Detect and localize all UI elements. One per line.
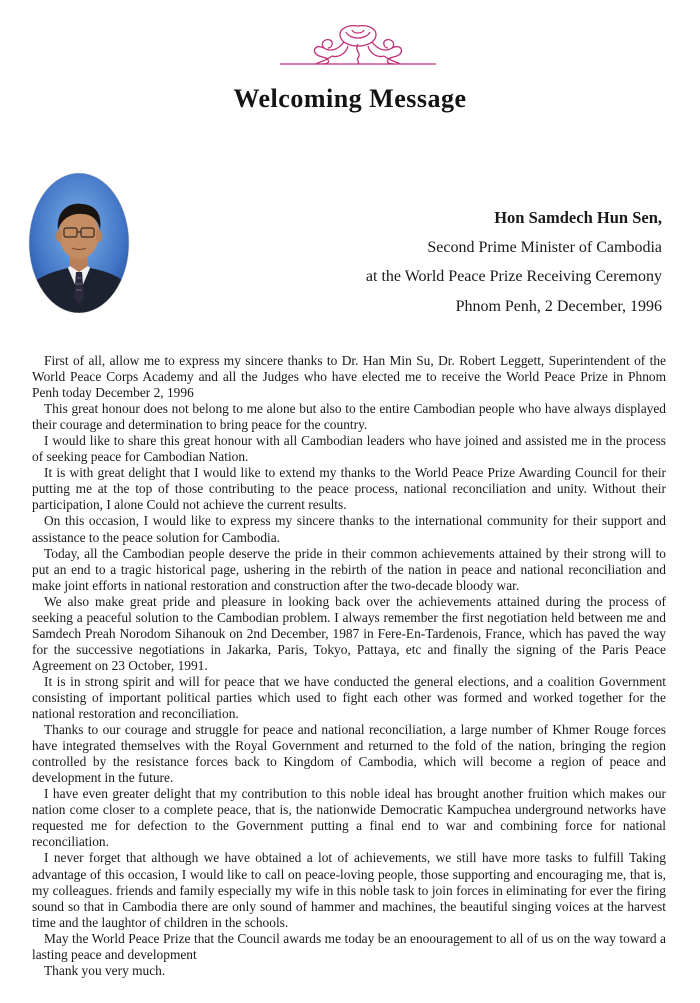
occasion: at the World Peace Prize Receiving Ceremony (365, 268, 662, 285)
place-date: Phnom Penh, 2 December, 1996 (455, 297, 662, 315)
author-position: Second Prime Minister of Cambodia (427, 238, 662, 256)
page-title: Welcoming Message (233, 84, 467, 113)
paragraph: I never forget that although we have obtained a lot of achievements, we still have more tasks to fulfill Taking advantage of this occasion, I would like to call on peace-loving people, those supporting and encouraging me, that is, my colleagues. friends and family especially my wife in this noble task to join forces in eliminating for ever the firing sound so that in Cambodia there are only sound of hammer and machines, the beautiful singing voices at the harvest time and the laughtor of children in the schools. (32, 850, 666, 930)
paragraph: May the World Peace Prize that the Council awards me today be an enoouragement to all of us on the way toward a lasting peace and development (32, 930, 666, 962)
paragraph: On this occasion, I would like to express my sincere thanks to the international community for their support and assistance to the peace solution for Cambodia. (32, 513, 666, 545)
decorative-flourish-icon (258, 20, 458, 70)
portrait-photo (28, 172, 130, 314)
paragraph: I would like to share this great honour with all Cambodian leaders who have joined and assisted me in the process of seeking peace for Cambodian Nation. (32, 433, 666, 465)
paragraph: Thank you very much. (44, 962, 166, 978)
message-body (32, 353, 666, 979)
paragraph: It is in strong spirit and will for peace that we have conducted the general elections, and a coalition Government consisting of important political parties which used to fight each other was formed and worked together for the national restoration and reconciliation. (32, 673, 666, 722)
paragraph: I have even greater delight that my contribution to this noble ideal has brought another fruition which makes our nation come closer to a complete peace, that is, the nationwide Democratic Kampuchea underground networks have requested me for defection to the Government putting a final end to war and combining force for national reconciliation. (32, 786, 666, 850)
paragraph: We also make great pride and pleasure in looking back over the achievements attained during the process of seeking a peaceful solution to the Cambodian problem. I always remember the first negotiation held between me and Samdech Preah Norodom Sihanouk on 2nd December, 1987 in Fere-En-Tardenois, France, which has paved the way for the successive negotiations in Jakarka, Paris, Tokyo, Pattaya, etc and finally the signing of the Paris Peace Agreement on 23 October, 1991. (32, 593, 666, 673)
author-name: Hon Samdech Hun Sen, (494, 208, 662, 227)
paragraph: This great honour does not belong to me alone but also to the entire Cambodian people who have always displayed their courage and determination to bring peace for the country. (32, 401, 666, 433)
paragraph: It is with great delight that I would like to extend my thanks to the World Peace Prize Awarding Council for their putting me at the top of those contributing to the peace process, national reconciliation and unity. Without their participation, I alone Could not achieve the current results. (32, 465, 666, 513)
paragraph: First of all, allow me to express my sincere thanks to Dr. Han Min Su, Dr. Robert Leggett, Superintendent of the World Peace Corps Academy and all the Judges who have elected me to receive the World Peace Prize in Phnom Penh today December 2, 1996 (32, 353, 666, 401)
paragraph: Today, all the Cambodian people deserve the pride in their common achievements attained by their strong will to put an end to a tragic historical page, ushering in the rebirth of the nation in peace and national reconciliation and make joint efforts in national restoration and construction after the two-decade bloody war. (32, 545, 666, 593)
byline (366, 203, 662, 321)
paragraph: Thanks to our courage and struggle for peace and national reconciliation, a large number of Khmer Rouge forces have integrated themselves with the Royal Government and returned to the fold of the nation, bringing the region controlled by the resistance forces back to Kingdom of Cambodia, which will become a region of peace and development in the future. (32, 722, 666, 786)
